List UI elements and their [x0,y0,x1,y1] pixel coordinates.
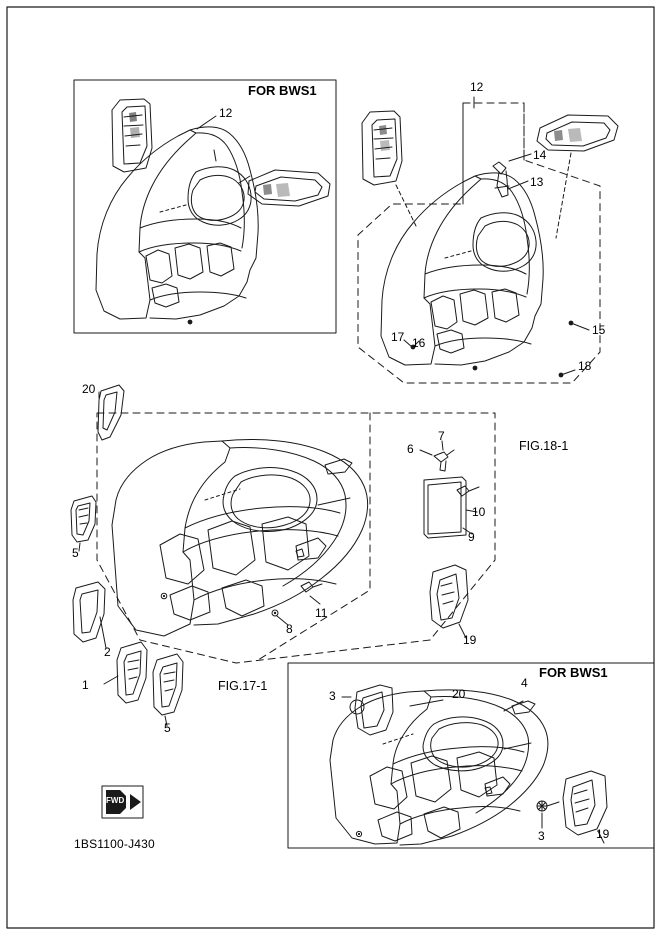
callout-13[interactable]: 13 [530,175,544,189]
panel-bws1-top-frame [74,80,336,333]
part-11-screw [301,582,322,592]
leader-14 [509,154,531,161]
leader-decal-12-left [396,185,416,226]
leader-11 [310,596,320,604]
decal-1 [117,642,147,703]
callout-12-top-left[interactable]: 12 [219,106,233,120]
decal-3-upper [355,685,393,735]
callout-4[interactable]: 4 [521,676,528,690]
fig-17-1-dashed-region [97,413,495,663]
art-fender-top-left [96,127,258,325]
part-14-fastener [493,162,509,197]
callout-10[interactable]: 10 [472,505,486,519]
callout-14[interactable]: 14 [533,148,547,162]
leader-17 [404,340,412,347]
figure-ref-17-1[interactable]: FIG.17-1 [218,679,268,693]
leader-5-upper [79,543,80,551]
decal-5-upper [71,496,96,542]
callout-19-mid[interactable]: 19 [463,633,477,647]
art-front-fender-bottom [330,687,548,845]
leader-1 [104,676,118,684]
callout-16[interactable]: 16 [412,336,426,350]
art-front-fender-main [112,439,368,636]
fwd-label: FWD [106,796,125,805]
callout-3-upper[interactable]: 3 [329,689,336,703]
decal-12-top-right-left [362,111,402,185]
callout-17[interactable]: 17 [391,330,405,344]
leader-18 [561,370,575,375]
part-3-lower-fastener [537,801,559,811]
callout-11[interactable]: 11 [315,606,328,620]
panel-bws1-top-title: FOR BWS1 [248,83,317,98]
callout-1[interactable]: 1 [82,678,89,692]
decal-19-bottom [563,771,607,835]
part-7-screw [434,450,454,471]
leader-6 [420,450,432,455]
leader-15 [571,323,589,330]
callout-20-left[interactable]: 20 [82,382,96,396]
panel-bws1-bottom-title: FOR BWS1 [539,665,608,680]
leader-20-bottom [410,700,443,706]
callout-20-bottom[interactable]: 20 [452,687,466,701]
callout-6[interactable]: 6 [407,442,414,456]
leader-decal-12-right [556,153,571,238]
part-code: 1BS1100-J430 [74,837,155,851]
callout-7[interactable]: 7 [438,429,445,443]
callout-18[interactable]: 18 [578,359,592,373]
decal-5-lower [153,654,183,715]
callout-12-top-right[interactable]: 12 [470,80,484,94]
decal-2 [73,582,105,642]
figure-ref-18-1[interactable]: FIG.18-1 [519,439,569,453]
callout-2[interactable]: 2 [104,645,111,659]
part-8-screw [272,610,278,616]
callout-19-bottom[interactable]: 19 [596,827,610,841]
callout-5-upper[interactable]: 5 [72,546,79,560]
callout-8[interactable]: 8 [286,622,293,636]
callout-9[interactable]: 9 [468,530,475,544]
leader-2 [100,617,106,648]
decal-12-top-right-right [537,115,618,151]
callout-15[interactable]: 15 [592,323,606,337]
part-10-screw [457,486,479,496]
callout-3-lower[interactable]: 3 [538,829,545,843]
decal-12-top-left-body [248,170,330,206]
decal-19-mid [430,565,468,628]
decal-12-top-left [112,99,152,172]
part-9-plate [424,477,466,538]
callout-5-lower[interactable]: 5 [164,721,171,735]
